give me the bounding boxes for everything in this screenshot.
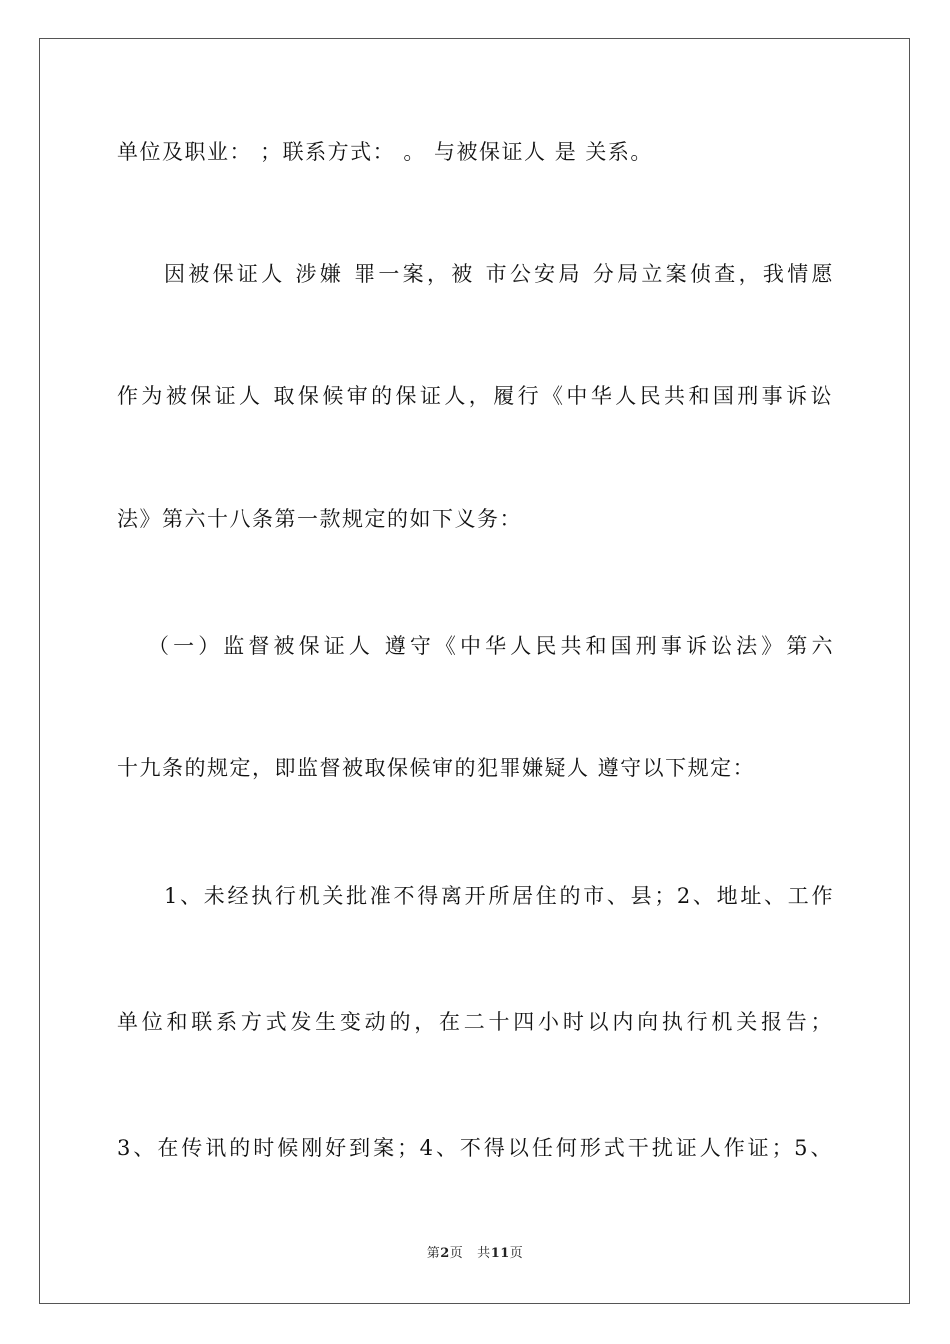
- paragraph-line-9: 3、在传讯的时候刚好到案；4、不得以任何形式干扰证人作证；5、: [117, 1136, 833, 1160]
- footer-page-prefix: 第: [426, 1246, 441, 1261]
- paragraph-line-8: 单位和联系方式发生变动的，在二十四小时以内向执行机关报告；: [117, 1010, 833, 1034]
- footer-total-prefix: 共: [477, 1246, 491, 1261]
- footer-page-suffix: 页: [449, 1246, 464, 1261]
- paragraph-line-2: 因被保证人 涉嫌 罪一案，被 市公安局 分局立案侦查，我情愿: [164, 262, 834, 286]
- paragraph-line-1: 单位及职业： ；联系方式： 。 与被保证人 是 关系。: [117, 140, 653, 164]
- paragraph-line-3: 作为被保证人 取保候审的保证人，履行《中华人民共和国刑事诉讼: [117, 384, 833, 408]
- footer-total-pages: 11: [490, 1246, 510, 1261]
- paragraph-line-7: 1、未经执行机关批准不得离开所居住的市、县；2、地址、工作: [164, 884, 834, 908]
- paragraph-line-6: 十九条的规定，即监督被取保候审的犯罪嫌疑人 遵守以下规定：: [117, 756, 756, 780]
- footer-total-suffix: 页: [509, 1246, 524, 1261]
- paragraph-line-5: （一）监督被保证人 遵守《中华人民共和国刑事诉讼法》第六: [148, 634, 834, 658]
- page-border: [39, 38, 910, 1304]
- footer-page-number: 2: [440, 1246, 450, 1261]
- page-footer: [0, 1245, 950, 1263]
- paragraph-line-4: 法》第六十八条第一款规定的如下义务：: [117, 507, 522, 531]
